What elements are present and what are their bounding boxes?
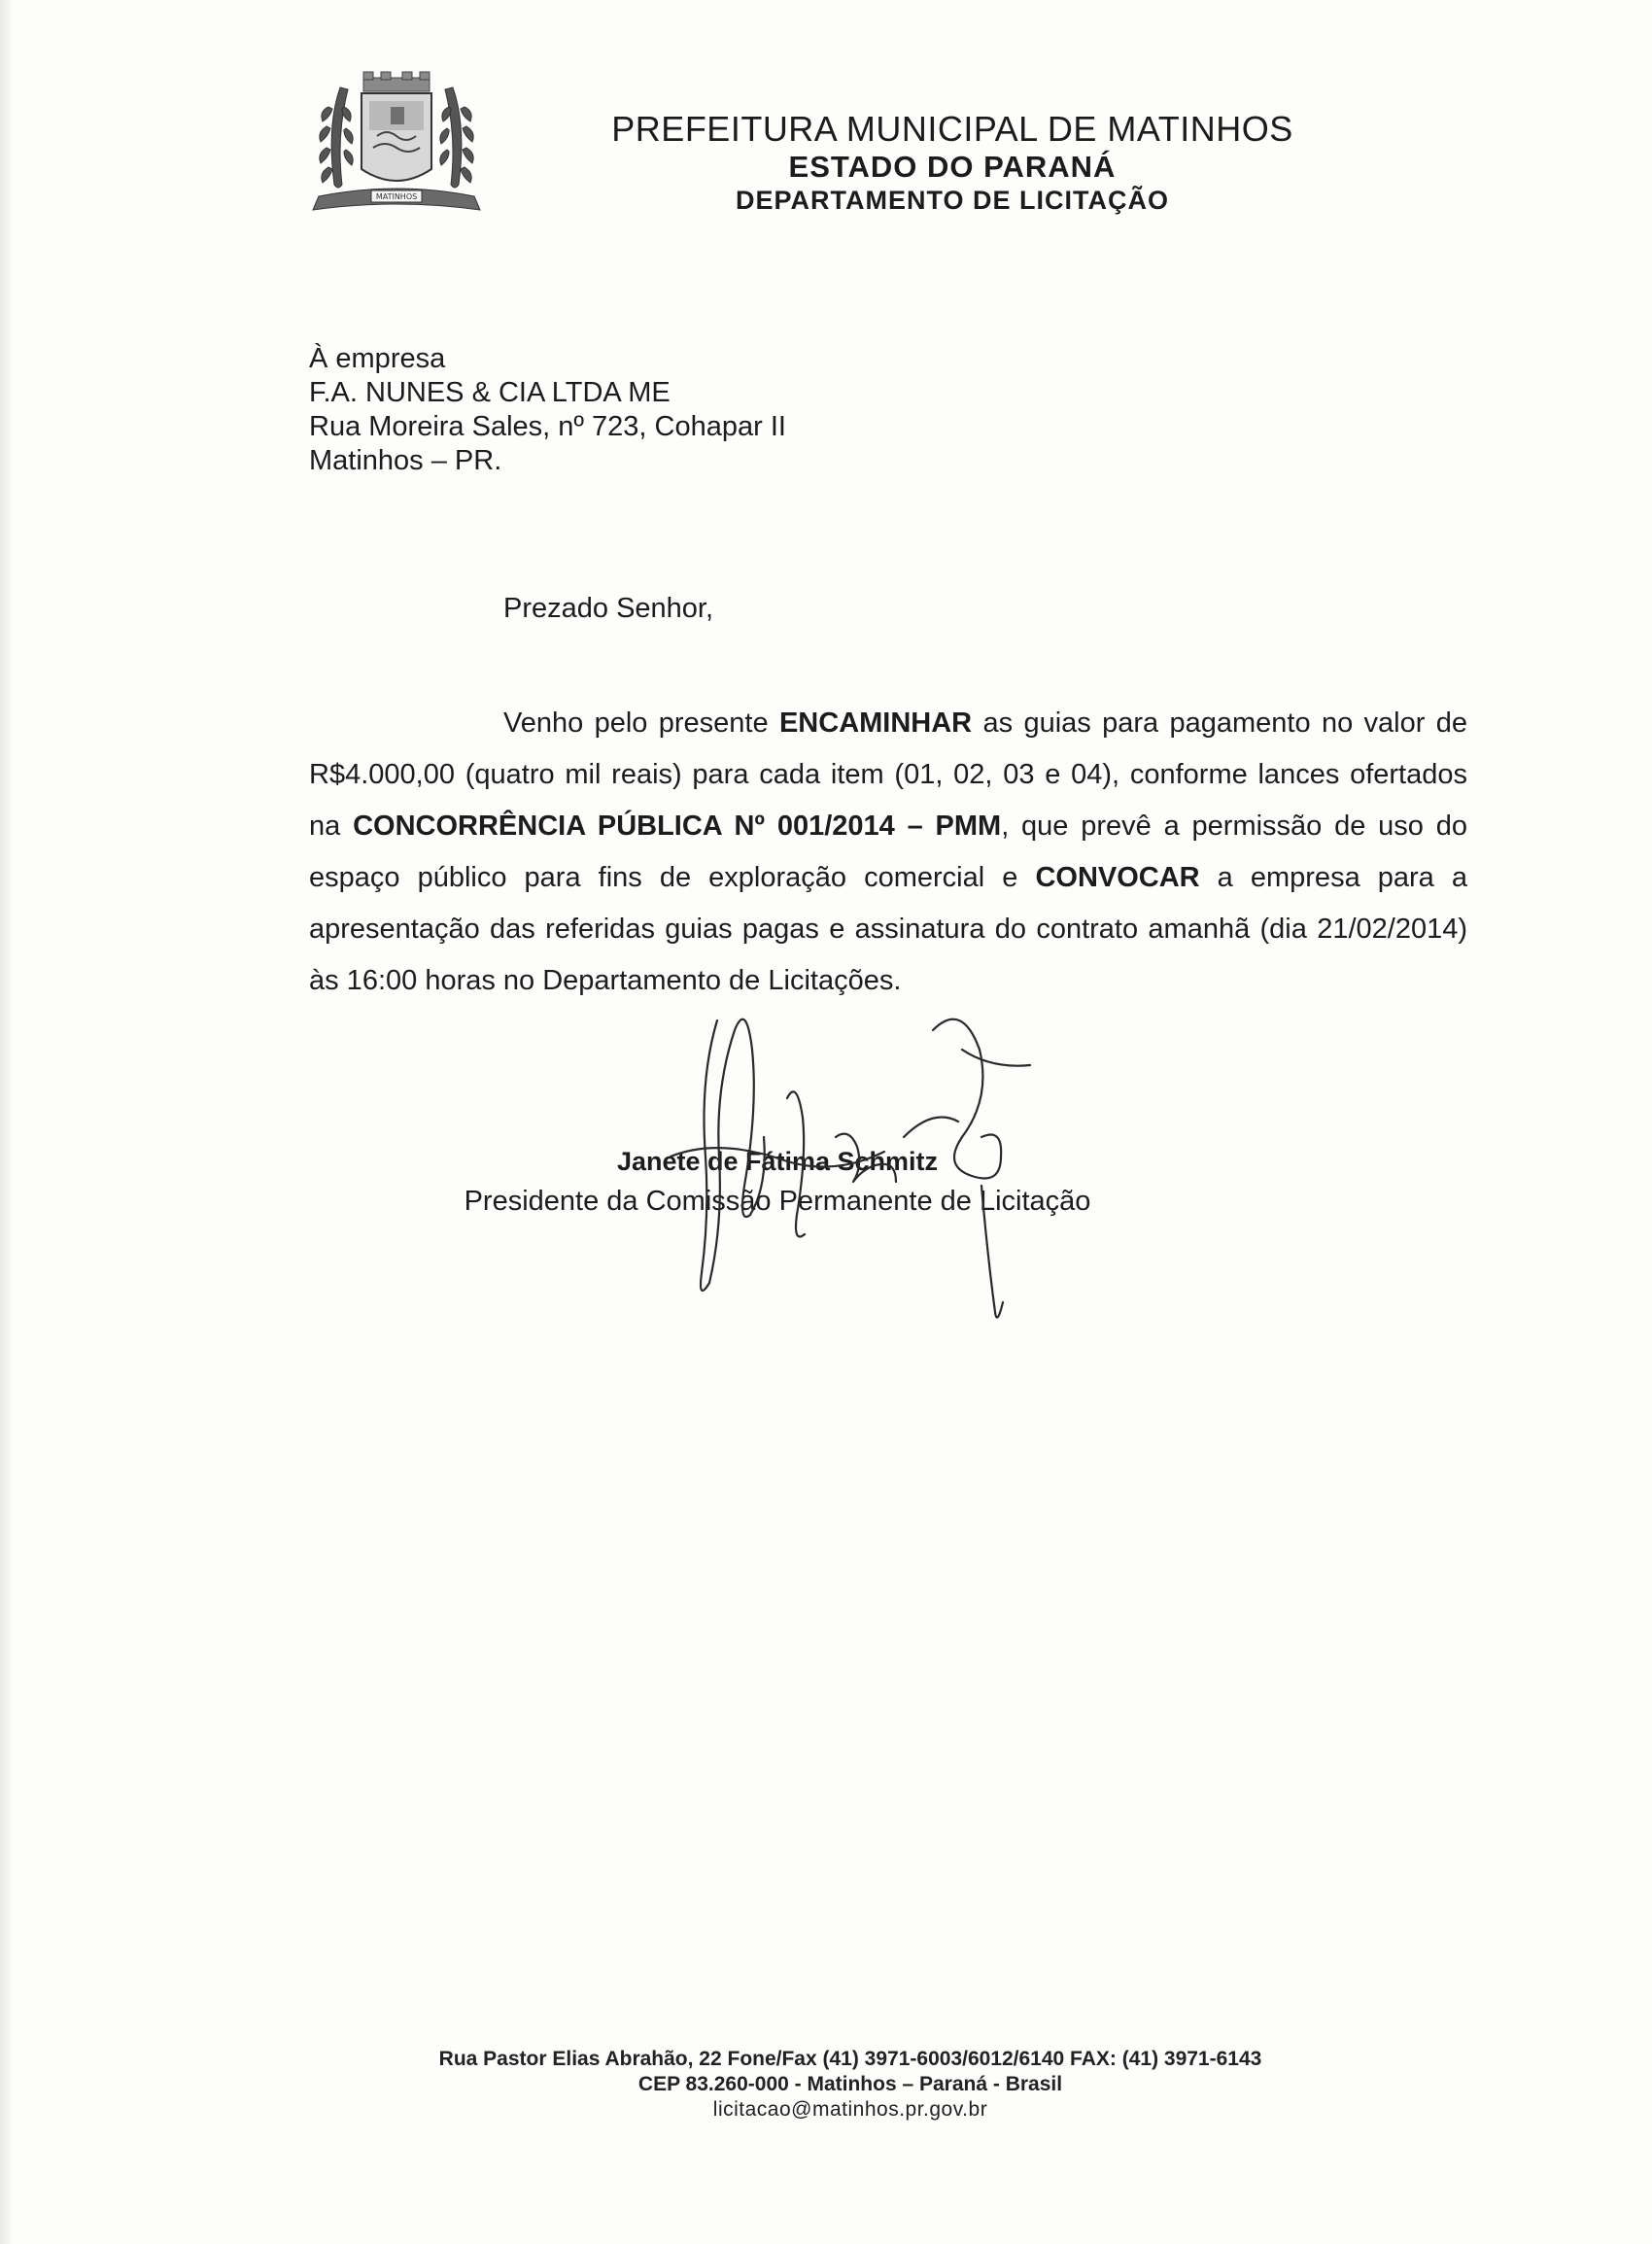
body-bold-concorrencia: CONCORRÊNCIA PÚBLICA Nº 001/2014 – PMM [353, 811, 1002, 842]
letterhead-title: PREFEITURA MUNICIPAL DE MATINHOS [611, 109, 1293, 149]
addressee-street: Rua Moreira Sales, nº 723, Cohapar II [309, 411, 786, 442]
page-edge [0, 0, 14, 2244]
letter-body [309, 698, 1467, 1007]
body-bold-convocar: CONVOCAR [1035, 862, 1200, 893]
crest-label: MATINHOS [375, 192, 418, 201]
addressee-line: À empresa [309, 343, 446, 374]
addressee-company: F.A. NUNES & CIA LTDA ME [309, 377, 671, 408]
letterhead-state: ESTADO DO PARANÁ [788, 150, 1117, 185]
footer-cep: CEP 83.260-000 - Matinhos – Paraná - Brasil [637, 2073, 1063, 2095]
signer-name: Janete de Fátima Schmitz [616, 1147, 939, 1176]
body-bold-encaminhar: ENCAMINHAR [778, 708, 973, 739]
body-text-3: , que prevê a permissão de uso do espaço público para fins de exploração comercial e [309, 811, 1467, 893]
signer-title: Presidente da Comissão Permanente de Licitação [464, 1186, 1091, 1217]
handwritten-signature [641, 991, 1147, 1341]
body-text-4: a empresa para a apresentação das referidas guias pagas e assinatura do contrato amanhã (dia 21/02/2014) às 16:00 horas no Departamento de Licitações. [309, 862, 1467, 996]
letterhead [583, 109, 1322, 217]
addressee-city: Matinhos – PR. [309, 445, 502, 476]
body-text-1: Venho pelo presente [503, 708, 779, 739]
footer-email: licitacao@matinhos.pr.gov.br [712, 2098, 988, 2121]
municipal-crest-icon [309, 68, 484, 224]
footer-address: Rua Pastor Elias Abrahão, 22 Fone/Fax (41) 3971-6003/6012/6140 FAX: (41) 3971-6143 [438, 2048, 1262, 2070]
letterhead-department: DEPARTAMENTO DE LICITAÇÃO [736, 186, 1169, 216]
letter-footer [292, 2047, 1409, 2123]
addressee-block [309, 342, 786, 478]
body-text-2: as guias para pagamento no valor de R$4.000,00 (quatro mil reais) para cada item (01, 02, 03 e 04), conforme lances ofertados na [309, 708, 1467, 842]
greeting: Prezado Senhor, [503, 593, 714, 624]
